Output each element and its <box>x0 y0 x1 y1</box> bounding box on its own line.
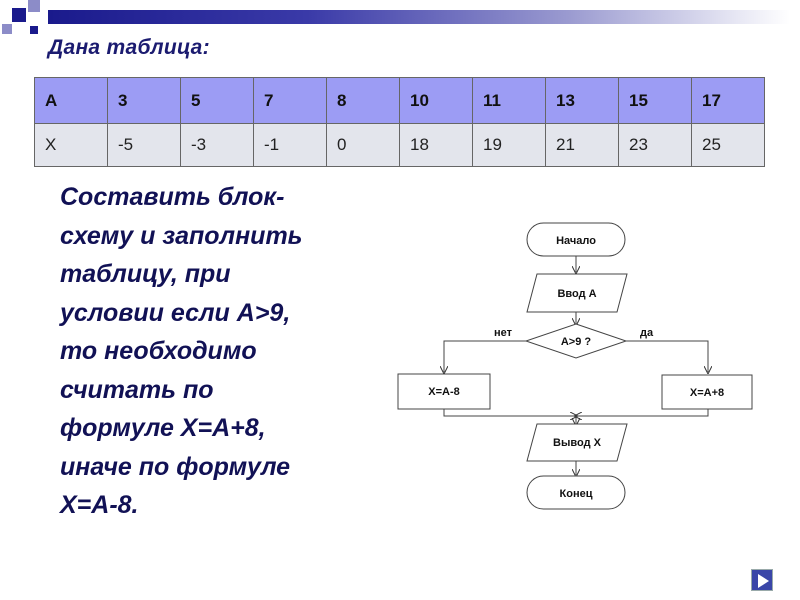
flow-output-label: Вывод Х <box>553 437 601 449</box>
flow-connector <box>626 341 708 372</box>
flow-yes-label: да <box>640 327 654 339</box>
table-cell: -1 <box>254 124 327 167</box>
table-cell: A <box>35 78 108 124</box>
table-cell: -3 <box>181 124 254 167</box>
flow-no-action-label: Х=А-8 <box>428 386 460 398</box>
flow-end-label: Конец <box>559 488 593 500</box>
slide-title: Дана таблица: <box>48 36 210 59</box>
task-line: Составить блок- <box>60 183 285 211</box>
table-cell: 23 <box>619 124 692 167</box>
table-cell: 7 <box>254 78 327 124</box>
table-cell: 8 <box>327 78 400 124</box>
task-line: считать по <box>60 375 214 404</box>
flow-connector <box>444 341 526 372</box>
task-line: то необходимо <box>60 337 257 365</box>
task-line: схему и заполнить <box>60 221 303 250</box>
table-cell: 5 <box>181 78 254 124</box>
table-cell: 13 <box>546 78 619 124</box>
table-cell: -5 <box>108 124 181 167</box>
task-line: условии если А>9, <box>60 298 291 327</box>
table-cell: 21 <box>546 124 619 167</box>
flow-start-label: Начало <box>556 235 596 247</box>
next-slide-button[interactable] <box>751 569 773 591</box>
flow-condition-label: А>9 ? <box>560 336 592 348</box>
table-cell: 25 <box>692 124 765 167</box>
flow-connector <box>444 409 576 416</box>
table-cell: 11 <box>473 78 546 124</box>
table-cell: 0 <box>327 124 400 167</box>
table-cell: 19 <box>473 124 546 167</box>
flow-no-label: нет <box>494 327 513 339</box>
task-line: формуле Х=А+8, <box>60 414 266 442</box>
table-cell: X <box>35 124 108 167</box>
table-cell: 3 <box>108 78 181 124</box>
task-line: Х=А-8. <box>60 491 139 519</box>
next-slide-arrow-icon <box>752 570 774 592</box>
table-cell: 17 <box>692 78 765 124</box>
flow-input-label: Ввод А <box>557 288 597 300</box>
table-cell: 18 <box>400 124 473 167</box>
flow-yes-action-label: Х=А+8 <box>689 387 725 399</box>
task-line: таблицу, при <box>60 260 231 288</box>
table-cell: 10 <box>400 78 473 124</box>
table-cell: 15 <box>619 78 692 124</box>
task-line: иначе по формуле <box>60 452 291 481</box>
flow-connector <box>576 409 708 416</box>
